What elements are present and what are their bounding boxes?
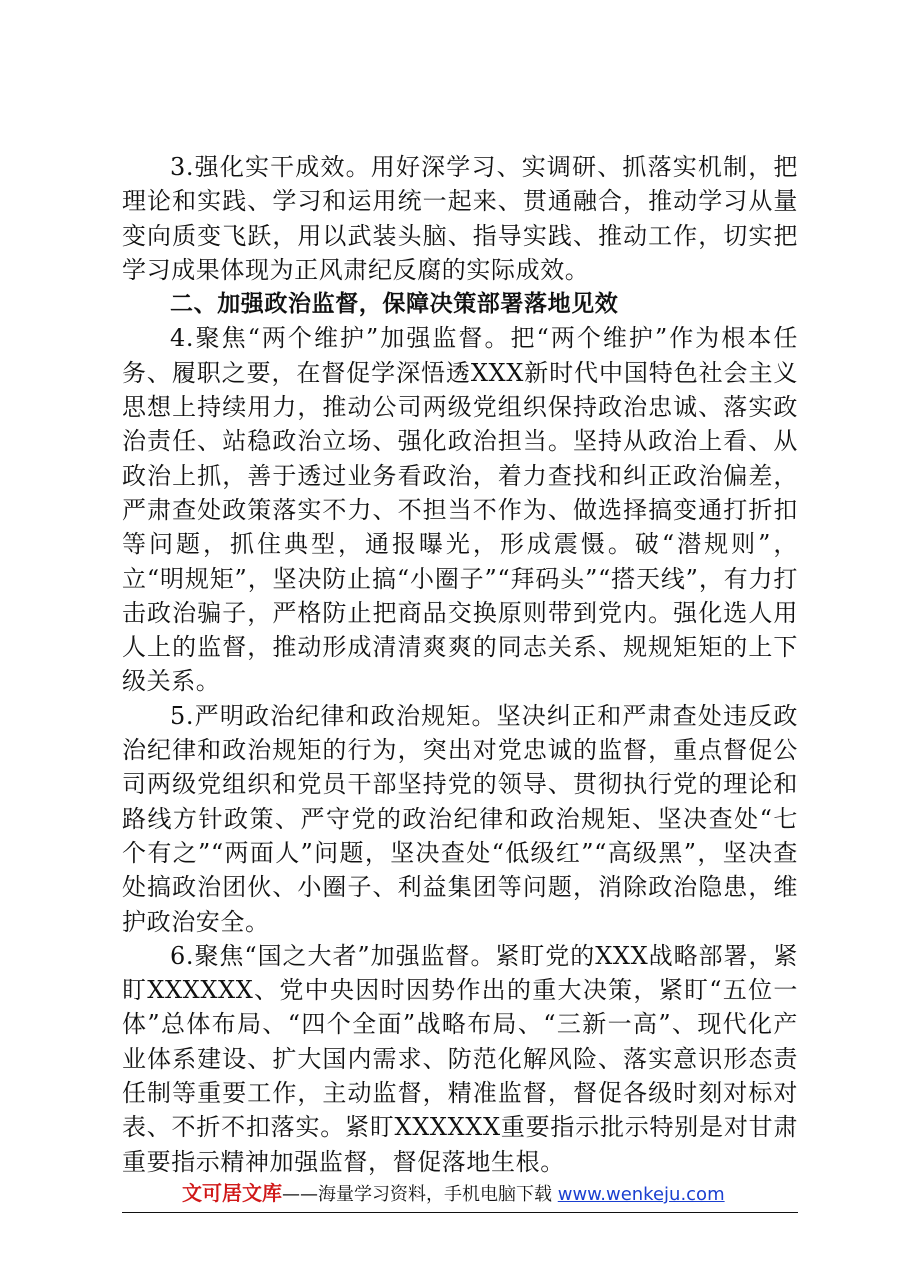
section-heading-2: 二、加强政治监督，保障决策部署落地见效	[170, 291, 619, 318]
paragraph-6-national-priorities: 6.聚焦“国之大者”加强监督。紧盯党的XXX战略部署，紧盯XXXXXX、党中央因时因势作出的重大决策，紧盯“五位一体”总体布局、“四个全面”战略布局、“三新一高”、现代化产业体系建设、扩大国内需求、防范化解风险、落实意识形态责任制等重要工作，主动监督，精准监督，督促各级时刻对标对表、不折不扣落实。紧盯XXXXXX重要指示批示特别是对甘肃重要指示精神加强监督，督促落地生根。	[122, 941, 798, 1176]
paragraph-3-strengthen-results: 3.强化实干成效。用好深学习、实调研、抓落实机制，把理论和实践、学习和运用统一起来、贯通融合，推动学习从量变向质变飞跃，用以武装头脑、指导实践、推动工作，切实把学习成果体现为正风肃纪反腐的实际成效。	[122, 153, 798, 284]
paragraph-5-political-discipline: 5.严明政治纪律和政治规矩。坚决纠正和严肃查处违反政治纪律和政治规矩的行为，突出对党忠诚的监督，重点督促公司两级党组织和党员干部坚持党的领导、贯彻执行党的理论和路线方针政策、严守党的政治纪律和政治规矩、坚决查处“七个有之”“两面人”问题，坚决查处“低级红”“高级黑”，坚决查处搞政治团伙、小圈子、利益集团等问题，消除政治隐患，维护政治安全。	[122, 701, 798, 936]
footer-site-link[interactable]: www.wenkeju.com	[557, 1184, 725, 1205]
paragraph-4-two-safeguards: 4.聚焦“两个维护”加强监督。把“两个维护”作为根本任务、履职之要，在督促学深悟透XXX新时代中国特色社会主义思想上持续用力，推动公司两级党组织保持政治忠诚、落实政治责任、站稳政治立场、强化政治担当。坚持从政治上看、从政治上抓，善于透过业务看政治，着力查找和纠正政治偏差，严肃查处政策落实不力、不担当不作为、做选择搞变通打折扣等问题，抓住典型，通报曝光，形成震慑。破“潜规则”，立“明规矩”，坚决防止搞“小圈子”“拜码头”“搭天线”，有力打击政治骗子，严格防止把商品交换原则带到党内。强化选人用人上的监督，推动形成清清爽爽的同志关系、规规矩矩的上下级关系。	[122, 324, 798, 696]
footer-tagline: ——海量学习资料，手机电脑下载	[282, 1184, 552, 1205]
footer-brand: 文可居文库	[182, 1181, 282, 1205]
page-footer	[182, 1180, 802, 1208]
footer-divider	[122, 1212, 798, 1213]
document-body	[122, 150, 798, 1179]
